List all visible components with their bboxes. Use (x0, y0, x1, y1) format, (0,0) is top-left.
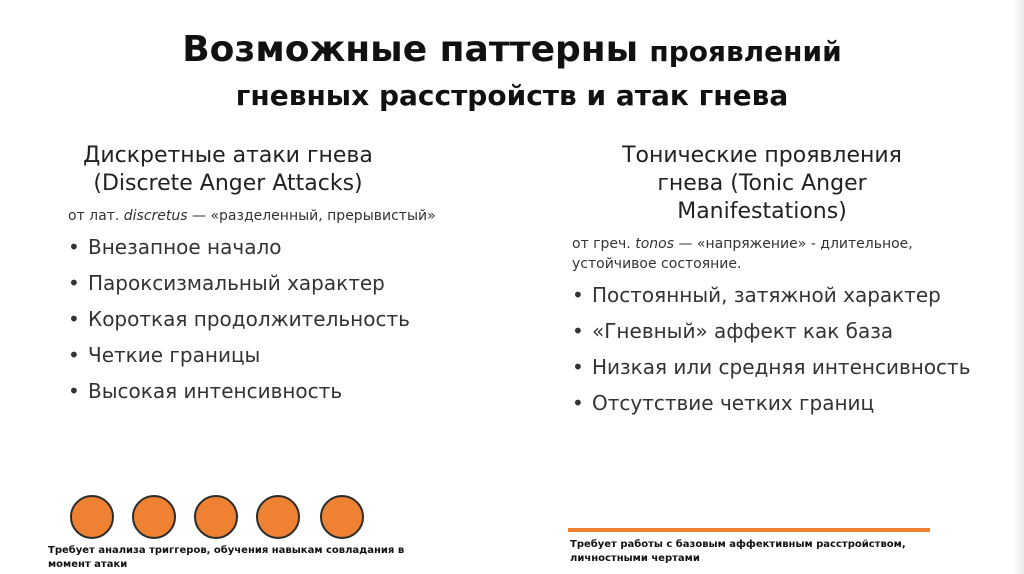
discrete-origin-term: discretus (123, 208, 188, 224)
discrete-origin (68, 206, 448, 226)
orange-circle-2 (132, 495, 176, 539)
discrete-heading-line2: (Discrete Anger Attacks) (93, 171, 363, 196)
list-item: • Отсутствие четких границ (572, 390, 972, 416)
list-item: • Четкие границы (68, 342, 448, 368)
tonic-heading-line2: гнева (Tonic Anger (657, 171, 867, 196)
tonic-origin (572, 234, 972, 274)
tonic-heading (572, 142, 952, 226)
discrete-attacks-column (68, 142, 448, 414)
slide-title-line2: гневных расстройств и атак гнева (235, 79, 789, 112)
title-bold-part: Возможные паттерны (182, 29, 639, 70)
tonic-note: Требует работы с базовым аффективным расстройством, личностными чертами (570, 539, 906, 564)
discrete-origin-suffix: — «разделенный, прерывистый» (187, 208, 436, 224)
tonic-heading-line1: Тонические проявления (622, 143, 902, 168)
orange-circle-4 (256, 495, 300, 539)
orange-circle-1 (70, 495, 114, 539)
tonic-origin-prefix: от греч. (572, 236, 636, 252)
list-item: • Высокая интенсивность (68, 378, 448, 404)
discrete-bullets (68, 234, 448, 404)
list-item: • Пароксизмальный характер (68, 270, 448, 296)
discrete-origin-prefix: от лат. (68, 208, 124, 224)
discrete-heading-line1: Дискретные атаки гнева (83, 143, 373, 168)
list-item: • Постоянный, затяжной характер (572, 282, 972, 308)
tonic-origin-term: tonos (635, 236, 674, 252)
list-item: • Короткая продолжительность (68, 306, 448, 332)
discrete-heading (38, 142, 418, 198)
tonic-bullets (572, 282, 972, 416)
title-rest-part: проявлений (649, 35, 842, 68)
tonic-manifestations-column (572, 142, 972, 426)
tonic-orange-line (568, 528, 930, 532)
discrete-note: Требует анализа триггеров, обучения навыкам совладания в момент атаки (48, 545, 405, 570)
orange-circle-5 (320, 495, 364, 539)
orange-circle-3 (194, 495, 238, 539)
list-item: • «Гневный» аффект как база (572, 318, 972, 344)
list-item: • Низкая или средняя интенсивность (572, 354, 972, 380)
slide-title-line1 (0, 28, 1024, 74)
tonic-origin-suffix: — «напряжение» - длительное, устойчивое состояние. (572, 236, 913, 272)
list-item: • Внезапное начало (68, 234, 448, 260)
tonic-heading-line3: Manifestations) (677, 199, 847, 224)
